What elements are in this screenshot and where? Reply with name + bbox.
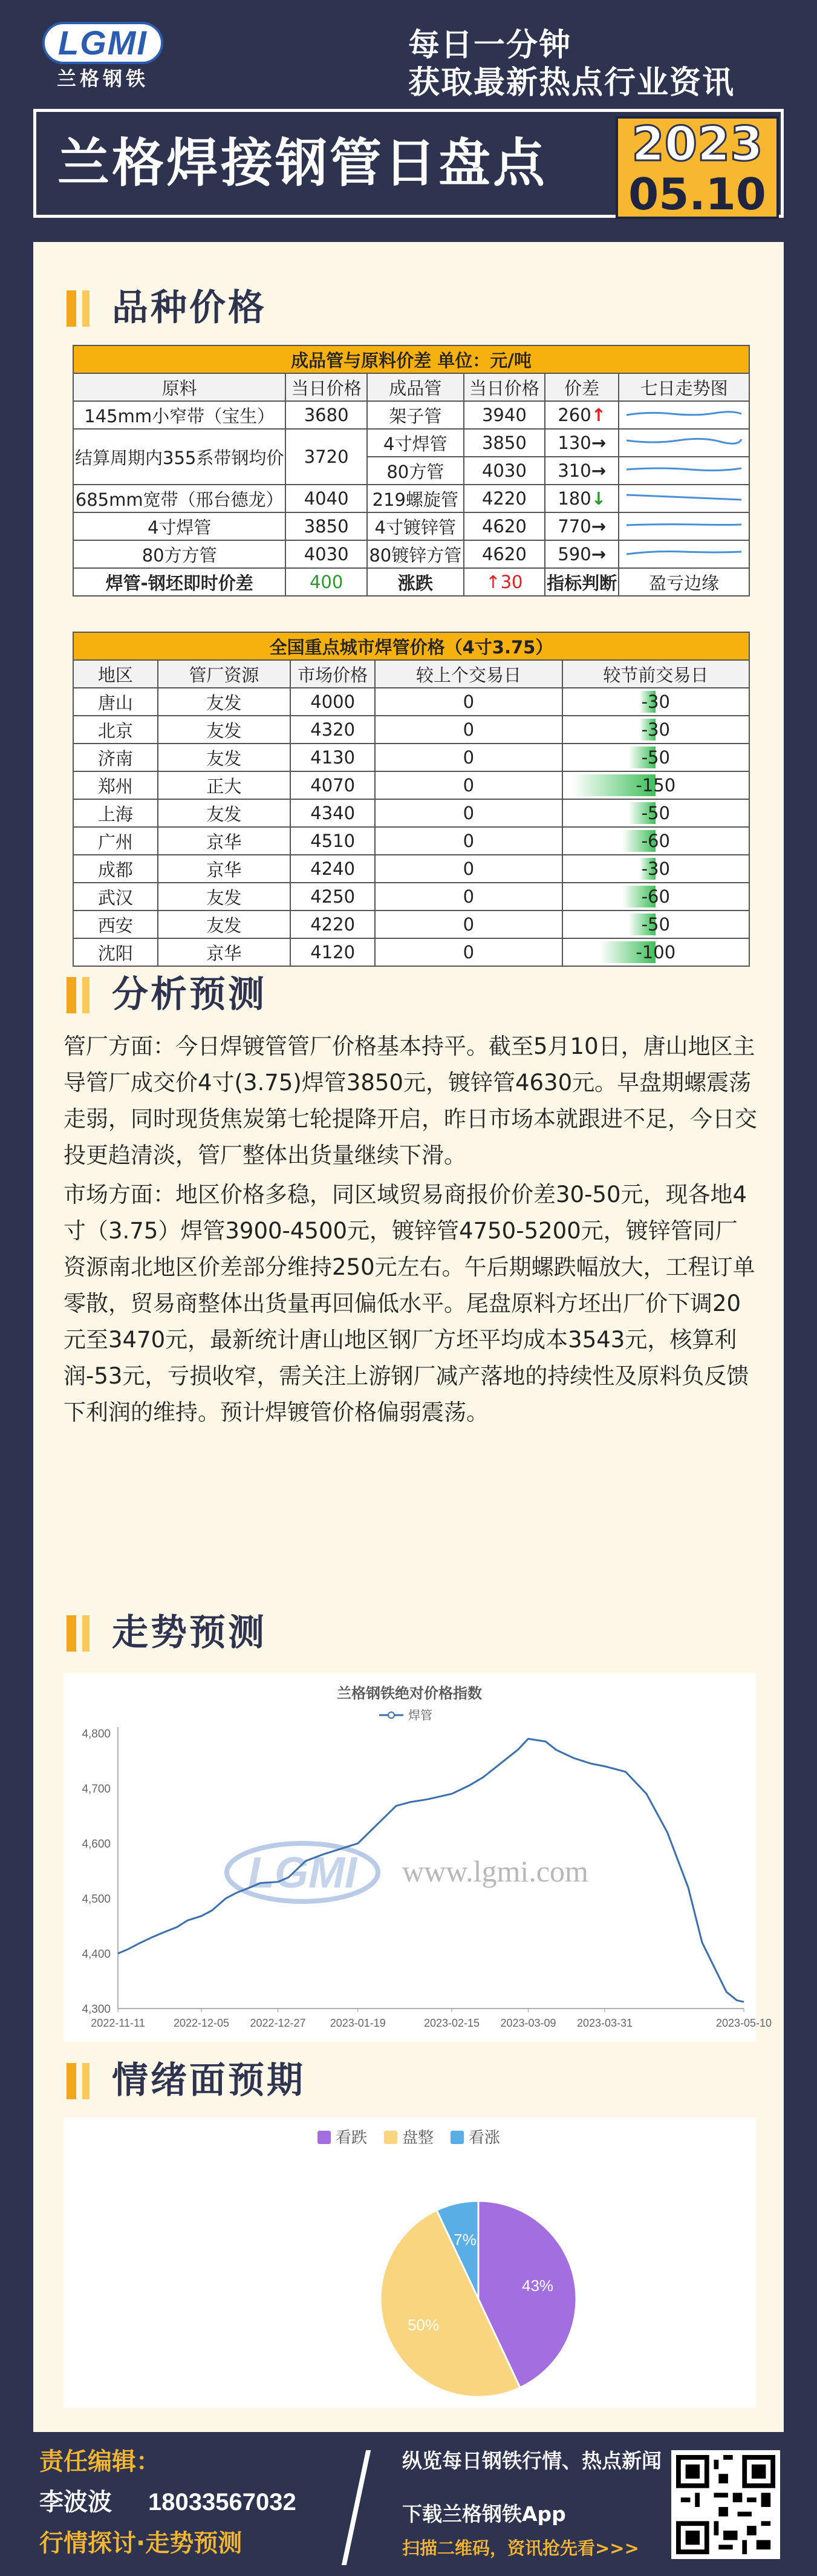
col-header: 当日价格 bbox=[285, 373, 367, 401]
logo-mark: LGMI bbox=[42, 22, 163, 64]
col-header: 市场价格 bbox=[290, 660, 375, 688]
indicator-value: 盈亏边缘 bbox=[619, 568, 749, 596]
raw-price: 4040 bbox=[285, 485, 367, 512]
watermark-logo: LGMI bbox=[248, 1849, 357, 1897]
change-vs-prev-day: 0 bbox=[375, 910, 562, 938]
section-marker bbox=[67, 1615, 76, 1652]
table-row bbox=[73, 771, 749, 799]
market-price: 4220 bbox=[290, 910, 375, 938]
section-marker bbox=[82, 290, 90, 327]
x-tick-label: 2023-03-31 bbox=[576, 2017, 633, 2029]
raw-material: 80方方管 bbox=[73, 540, 285, 568]
change-vs-prev-day: 0 bbox=[375, 938, 562, 966]
mill-source: 京华 bbox=[158, 827, 291, 855]
sparkline bbox=[619, 540, 749, 568]
raw-price: 3850 bbox=[285, 512, 367, 540]
product: 4寸焊管 bbox=[367, 429, 464, 457]
indicator-label: 指标判断 bbox=[545, 568, 619, 596]
x-tick-label: 2023-01-19 bbox=[330, 2017, 386, 2029]
instant-spread-value: 400 bbox=[285, 568, 367, 596]
divider bbox=[342, 2450, 371, 2565]
change-vs-prev-day: 0 bbox=[375, 883, 562, 910]
date-day: 05.10 bbox=[628, 169, 766, 220]
city: 上海 bbox=[73, 799, 158, 827]
change-vs-prev-day: 0 bbox=[375, 827, 562, 855]
table-row bbox=[73, 855, 749, 883]
table-row bbox=[73, 512, 749, 540]
line-chart-svg bbox=[63, 1673, 772, 2042]
city: 武汉 bbox=[73, 883, 158, 910]
legend-label: 看跌 bbox=[336, 2129, 368, 2147]
change-vs-prev-day: 0 bbox=[375, 716, 562, 744]
x-tick-label: 2023-02-15 bbox=[423, 2017, 480, 2029]
table-row bbox=[73, 744, 749, 771]
change-value: ↑30 bbox=[464, 568, 545, 596]
product: 架子管 bbox=[367, 401, 464, 429]
sparkline bbox=[619, 512, 749, 540]
table-row bbox=[73, 429, 749, 457]
qr-code-icon[interactable] bbox=[671, 2450, 780, 2559]
editor-label: 责任编辑： bbox=[39, 2448, 160, 2476]
product-price: 4620 bbox=[464, 540, 545, 568]
col-header: 七日走势图 bbox=[619, 373, 749, 401]
diff: 180↓ bbox=[545, 485, 619, 512]
table-row bbox=[73, 401, 749, 429]
market-price: 4250 bbox=[290, 883, 375, 910]
col-header: 较节前交易日 bbox=[562, 660, 749, 688]
legend-swatch bbox=[384, 2131, 397, 2144]
y-tick-label: 4,800 bbox=[82, 1728, 111, 1741]
col-header: 成品管 bbox=[367, 373, 464, 401]
sparkline bbox=[619, 401, 749, 429]
city: 北京 bbox=[73, 716, 158, 744]
raw-price: 3720 bbox=[285, 429, 367, 485]
slogan-line2: 获取最新热点行业资讯 bbox=[408, 65, 735, 101]
change-vs-holiday: -30 bbox=[562, 855, 749, 883]
change-label: 涨跌 bbox=[367, 568, 464, 596]
y-tick-label: 4,400 bbox=[82, 1948, 111, 1961]
col-header: 较上个交易日 bbox=[375, 660, 562, 688]
page-title: 兰格焊接钢管日盘点 bbox=[57, 133, 547, 194]
product: 80方管 bbox=[367, 457, 464, 485]
change-vs-holiday: -50 bbox=[562, 910, 749, 938]
brand-logo bbox=[42, 22, 163, 88]
change-vs-holiday: -50 bbox=[562, 799, 749, 827]
section-marker bbox=[82, 1615, 90, 1652]
section-title-analysis: 分析预测 bbox=[112, 973, 267, 1016]
slice-label: 7% bbox=[454, 2230, 477, 2249]
product-price: 3940 bbox=[464, 401, 545, 429]
market-price: 4240 bbox=[290, 855, 375, 883]
city: 西安 bbox=[73, 910, 158, 938]
product: 219螺旋管 bbox=[367, 485, 464, 512]
city: 济南 bbox=[73, 744, 158, 771]
diff: 590→ bbox=[545, 540, 619, 568]
sentiment-chart bbox=[63, 2117, 756, 2408]
table-title: 成品管与原料价差 单位：元/吨 bbox=[73, 345, 749, 373]
x-tick-label: 2022-12-05 bbox=[173, 2017, 230, 2029]
x-tick-label: 2022-12-27 bbox=[250, 2017, 306, 2029]
app-promo-line2: 下载兰格钢铁App bbox=[402, 2502, 566, 2526]
mill-source: 友发 bbox=[158, 688, 291, 716]
mill-source: 友发 bbox=[158, 799, 291, 827]
table-row bbox=[73, 938, 749, 966]
table-title: 全国重点城市焊管价格（4寸3.75） bbox=[73, 632, 749, 660]
table-row bbox=[73, 799, 749, 827]
city: 成都 bbox=[73, 855, 158, 883]
city: 郑州 bbox=[73, 771, 158, 799]
change-vs-holiday: -60 bbox=[562, 827, 749, 855]
legend-label: 焊管 bbox=[408, 1708, 432, 1722]
col-header: 价差 bbox=[545, 373, 619, 401]
change-vs-prev-day: 0 bbox=[375, 744, 562, 771]
mill-source: 友发 bbox=[158, 716, 291, 744]
change-vs-prev-day: 0 bbox=[375, 688, 562, 716]
raw-price: 4030 bbox=[285, 540, 367, 568]
section-marker bbox=[82, 2063, 90, 2099]
watermark-url: www.lgmi.com bbox=[402, 1854, 588, 1888]
app-promo-line1: 纵览每日钢铁行情、热点新闻 bbox=[402, 2449, 662, 2473]
slogan-line1: 每日一分钟 bbox=[408, 27, 572, 64]
raw-material: 145mm小窄带（宝生） bbox=[73, 401, 285, 429]
change-vs-holiday: -50 bbox=[562, 744, 749, 771]
product: 80镀锌方管 bbox=[367, 540, 464, 568]
mill-source: 友发 bbox=[158, 883, 291, 910]
chart-title: 兰格钢铁绝对价格指数 bbox=[337, 1685, 482, 1702]
raw-price: 3680 bbox=[285, 401, 367, 429]
mill-source: 正大 bbox=[158, 771, 291, 799]
product: 4寸镀锌管 bbox=[367, 512, 464, 540]
y-tick-label: 4,500 bbox=[82, 1893, 111, 1906]
slice-label: 43% bbox=[521, 2277, 554, 2295]
legend-marker bbox=[388, 1712, 394, 1718]
change-vs-holiday: -100 bbox=[562, 938, 749, 966]
raw-material: 685mm宽带（邢台德龙） bbox=[73, 485, 285, 512]
analysis-market: 市场方面：地区价格多稳，同区域贸易商报价价差30-50元，现各地4寸（3.75）焊管3900-4500元，镀锌管4750-5200元，镀锌管同厂资源南北地区价差部分维持250元左右。午后期螺跌幅放大，工程订单零散，贸易商整体出货量再回偏低水平。尾盘原料方坯出厂价下调20元至3470元，最新统计唐山地区钢厂方坯平均成本3543元，核算利润-53元，亏损收窄，需关注上游钢厂减产落地的持续性及原料负反馈下利润的维持。预计焊镀管价格偏弱震荡。 bbox=[63, 1182, 755, 1425]
market-price: 4510 bbox=[290, 827, 375, 855]
col-header: 原料 bbox=[73, 373, 285, 401]
city: 广州 bbox=[73, 827, 158, 855]
x-tick-label: 2022-11-11 bbox=[91, 2017, 145, 2029]
table-row bbox=[73, 883, 749, 910]
market-price: 4340 bbox=[290, 799, 375, 827]
diff: 130→ bbox=[545, 429, 619, 457]
product-price: 4030 bbox=[464, 457, 545, 485]
sparkline bbox=[619, 429, 749, 457]
legend-swatch bbox=[451, 2131, 464, 2144]
market-price: 4120 bbox=[290, 938, 375, 966]
section-marker bbox=[67, 977, 76, 1013]
pie-chart-svg bbox=[63, 2117, 756, 2408]
editor-name: 李波波 bbox=[39, 2488, 112, 2516]
sparkline bbox=[619, 457, 749, 485]
sparkline bbox=[619, 485, 749, 512]
section-title-prices: 品种价格 bbox=[112, 287, 267, 329]
table-footer-row bbox=[73, 568, 749, 596]
change-vs-holiday: -30 bbox=[562, 688, 749, 716]
section-title-trend: 走势预测 bbox=[112, 1612, 267, 1654]
change-vs-prev-day: 0 bbox=[375, 799, 562, 827]
diff: 770→ bbox=[545, 512, 619, 540]
city: 唐山 bbox=[73, 688, 158, 716]
x-tick-label: 2023-05-10 bbox=[715, 2017, 772, 2029]
market-price: 4000 bbox=[290, 688, 375, 716]
col-header: 当日价格 bbox=[464, 373, 545, 401]
logo-cn-name: 兰格钢铁 bbox=[56, 67, 149, 90]
change-vs-holiday: -60 bbox=[562, 883, 749, 910]
diff: 310→ bbox=[545, 457, 619, 485]
market-price: 4070 bbox=[290, 771, 375, 799]
raw-material: 4寸焊管 bbox=[73, 512, 285, 540]
date-year: 2023 bbox=[631, 117, 763, 172]
diff: 260↑ bbox=[545, 401, 619, 429]
legend-label: 看涨 bbox=[469, 2129, 501, 2147]
city-price-table bbox=[73, 632, 750, 967]
product-price: 4220 bbox=[464, 485, 545, 512]
qr-pattern bbox=[676, 2455, 775, 2554]
y-tick-label: 4,300 bbox=[82, 2003, 111, 2016]
trend-chart bbox=[63, 1673, 772, 2042]
mill-source: 友发 bbox=[158, 910, 291, 938]
product-price: 3850 bbox=[464, 429, 545, 457]
table-row bbox=[73, 540, 749, 568]
slice-label: 50% bbox=[408, 2315, 440, 2334]
y-tick-label: 4,600 bbox=[82, 1838, 111, 1851]
market-price: 4130 bbox=[290, 744, 375, 771]
scan-prompt: 扫描二维码，资讯抢先看>>> bbox=[402, 2538, 639, 2558]
instant-spread-label: 焊管-钢坯即时价差 bbox=[73, 568, 285, 596]
legend-label: 盘整 bbox=[402, 2129, 434, 2147]
raw-material: 结算周期内355系带钢均价 bbox=[73, 429, 285, 485]
table-row bbox=[73, 716, 749, 744]
legend-swatch bbox=[317, 2131, 331, 2144]
section-marker bbox=[82, 977, 90, 1013]
analysis-mill: 管厂方面：今日焊镀管管厂价格基本持平。截至5月10日，唐山地区主导管厂成交价4寸(3.75)焊管3850元，镀锌管4630元。早盘期螺震荡走弱，同时现货焦炭第七轮提降开启，昨日市场本就跟进不足，今日交投更趋清淡，管厂整体出货量继续下滑。 bbox=[63, 1033, 757, 1168]
product-price: 4620 bbox=[464, 512, 545, 540]
mill-source: 京华 bbox=[158, 855, 291, 883]
change-vs-holiday: -150 bbox=[562, 771, 749, 799]
col-header: 管厂资源 bbox=[158, 660, 291, 688]
col-header: 地区 bbox=[73, 660, 158, 688]
y-tick-label: 4,700 bbox=[82, 1783, 111, 1796]
table-row bbox=[73, 485, 749, 512]
change-vs-prev-day: 0 bbox=[375, 771, 562, 799]
editor-phone: 18033567032 bbox=[148, 2489, 296, 2516]
table-row bbox=[73, 827, 749, 855]
section-marker bbox=[67, 2063, 76, 2099]
mill-source: 京华 bbox=[158, 938, 291, 966]
x-tick-label: 2023-03-09 bbox=[500, 2017, 556, 2029]
table-row bbox=[73, 688, 749, 716]
city: 沈阳 bbox=[73, 938, 158, 966]
section-marker bbox=[67, 290, 76, 327]
change-vs-prev-day: 0 bbox=[375, 855, 562, 883]
footer-tagline: 行情探讨·走势预测 bbox=[39, 2529, 242, 2557]
change-vs-holiday: -30 bbox=[562, 716, 749, 744]
table-row bbox=[73, 910, 749, 938]
section-title-sentiment: 情绪面预期 bbox=[112, 2059, 305, 2102]
mill-source: 友发 bbox=[158, 744, 291, 771]
price-spread-table bbox=[73, 345, 750, 597]
market-price: 4320 bbox=[290, 716, 375, 744]
